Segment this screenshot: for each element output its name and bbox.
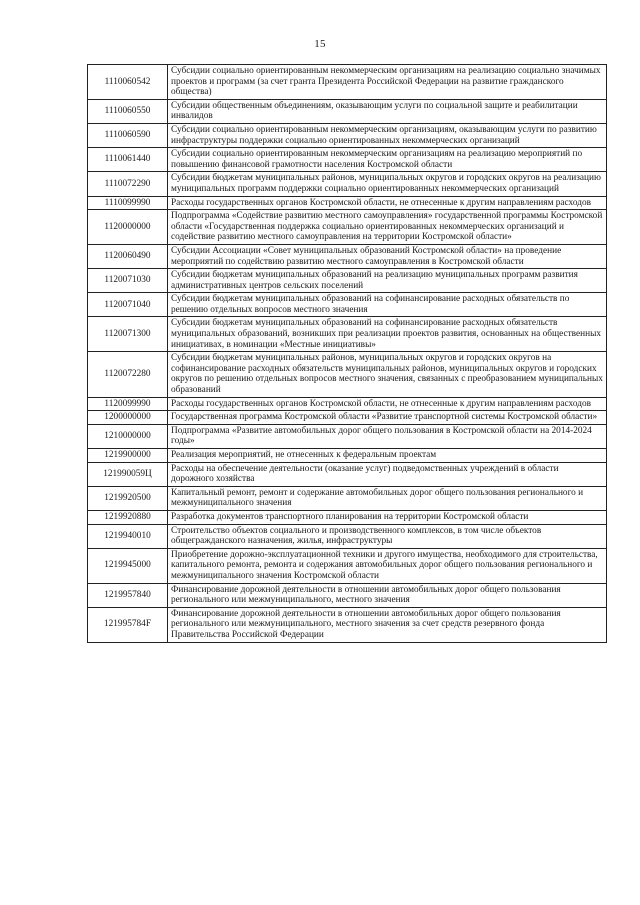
budget-classification-table	[87, 64, 607, 643]
table-row	[88, 607, 607, 642]
expense-code-cell: 1200000000	[88, 411, 168, 425]
expense-code-cell: 1110099990	[88, 196, 168, 210]
expense-code-cell: 1219920880	[88, 510, 168, 524]
expense-name-cell: Субсидии бюджетам муниципальных образований на реализацию муниципальных программ развития административных центров сельских поселений	[168, 269, 607, 293]
expense-name-cell: Субсидии социально ориентированным некоммерческим организациям на реализацию мероприятий по повышению финансовой грамотности населения Костромской области	[168, 148, 607, 172]
expense-name-cell: Расходы государственных органов Костромской области, не отнесенные к другим направлениям расходов	[168, 397, 607, 411]
expense-name-cell: Приобретение дорожно-эксплуатационной техники и другого имущества, необходимого для строительства, капитального ремонта, ремонта и содержания автомобильных дорог общего пользования регионального и межмуниципального значения Костромской области	[168, 548, 607, 583]
expense-code-cell: 1120099990	[88, 397, 168, 411]
expense-name-cell: Разработка документов транспортного планирования на территории Костромской области	[168, 510, 607, 524]
table-body	[88, 65, 607, 643]
expense-code-cell: 1120000000	[88, 210, 168, 245]
table-row	[88, 397, 607, 411]
table-row	[88, 123, 607, 147]
expense-code-cell: 1120071030	[88, 269, 168, 293]
expense-name-cell: Финансирование дорожной деятельности в отношении автомобильных дорог общего пользования регионального или межмуниципального, местного значения	[168, 583, 607, 607]
expense-name-cell: Реализация мероприятий, не отнесенных к федеральным проектам	[168, 449, 607, 463]
table-row	[88, 352, 607, 397]
table-row	[88, 172, 607, 196]
expense-name-cell: Субсидии бюджетам муниципальных образований на софинансирование расходных обязательств муниципальных образований, возникших при реализации проектов развития, основанных на общественных инициативах, в номинации «Местные инициативы»	[168, 317, 607, 352]
expense-code-cell: 1120060490	[88, 244, 168, 268]
expense-name-cell: Субсидии бюджетам муниципальных районов, муниципальных округов и городских округов на реализацию муниципальных программ поддержки социально ориентированных некоммерческих организаций	[168, 172, 607, 196]
expense-name-cell: Финансирование дорожной деятельности в отношении автомобильных дорог общего пользования регионального или межмуниципального, местного значения за счет средств резервного фонда Правительства Российской Федерации	[168, 607, 607, 642]
table-row	[88, 65, 607, 100]
table-row	[88, 196, 607, 210]
table-row	[88, 411, 607, 425]
expense-name-cell: Капитальный ремонт, ремонт и содержание автомобильных дорог общего пользования регионального и межмуниципального значения	[168, 486, 607, 510]
expense-name-cell: Подпрограмма «Содействие развитию местного самоуправления» государственной программы Костромской области «Государственная поддержка социально ориентированных некоммерческих организаций и содействие развитию местного самоуправления на территории Костромской области»	[168, 210, 607, 245]
expense-code-cell: 1210000000	[88, 424, 168, 448]
table-row	[88, 293, 607, 317]
table-row	[88, 210, 607, 245]
table-row	[88, 269, 607, 293]
expense-code-cell: 1219945000	[88, 548, 168, 583]
expense-code-cell: 1120071300	[88, 317, 168, 352]
expense-name-cell: Субсидии общественным объединениям, оказывающим услуги по социальной защите и реабилитации инвалидов	[168, 99, 607, 123]
expense-name-cell: Субсидии бюджетам муниципальных образований на софинансирование расходных обязательств по решению отдельных вопросов местного значения	[168, 293, 607, 317]
page-number: 15	[314, 38, 326, 50]
expense-name-cell: Субсидии Ассоциации «Совет муниципальных образований Костромской области» на проведение мероприятий по содействию развитию местного самоуправления в Костромской области	[168, 244, 607, 268]
expense-code-cell: 1120071040	[88, 293, 168, 317]
expense-name-cell: Строительство объектов социального и производственного комплексов, в том числе объектов общегражданского назначения, жилья, инфраструктуры	[168, 524, 607, 548]
table-row	[88, 424, 607, 448]
expense-code-cell: 1219957840	[88, 583, 168, 607]
expense-code-cell: 121990059Ц	[88, 462, 168, 486]
expense-code-cell: 1110060542	[88, 65, 168, 100]
expense-name-cell: Субсидии бюджетам муниципальных районов, муниципальных округов и городских округов на софинансирование расходных обязательств муниципальных районов, муниципальных округов и городских округов по решению отдельных вопросов местного значения, связанных с преобразованием муниципальных образований	[168, 352, 607, 397]
expense-code-cell: 1219940010	[88, 524, 168, 548]
expense-code-cell: 1219920500	[88, 486, 168, 510]
expense-code-cell: 1110061440	[88, 148, 168, 172]
table-row	[88, 317, 607, 352]
table-row	[88, 524, 607, 548]
expense-code-cell: 1219900000	[88, 449, 168, 463]
table-row	[88, 99, 607, 123]
expense-code-cell: 1110060550	[88, 99, 168, 123]
expense-code-cell: 1110060590	[88, 123, 168, 147]
table-row	[88, 449, 607, 463]
table-row	[88, 548, 607, 583]
table-row	[88, 462, 607, 486]
expense-code-cell: 1120072280	[88, 352, 168, 397]
expense-name-cell: Расходы на обеспечение деятельности (оказание услуг) подведомственных учреждений в области дорожного хозяйства	[168, 462, 607, 486]
table-row	[88, 583, 607, 607]
table-row	[88, 148, 607, 172]
expense-name-cell: Расходы государственных органов Костромской области, не отнесенные к другим направлениям расходов	[168, 196, 607, 210]
expense-name-cell: Подпрограмма «Развитие автомобильных дорог общего пользования в Костромской области на 2014-2024 годы»	[168, 424, 607, 448]
expense-name-cell: Субсидии социально ориентированным некоммерческим организациям на реализацию социально значимых проектов и программ (за счет гранта Президента Российской Федерации на развитие гражданского общества)	[168, 65, 607, 100]
table-row	[88, 510, 607, 524]
expense-code-cell: 121995784F	[88, 607, 168, 642]
table-row	[88, 244, 607, 268]
expense-name-cell: Государственная программа Костромской области «Развитие транспортной системы Костромской области»	[168, 411, 607, 425]
expense-code-cell: 1110072290	[88, 172, 168, 196]
table-row	[88, 486, 607, 510]
expense-name-cell: Субсидии социально ориентированным некоммерческим организациям, оказывающим услуги по развитию инфраструктуры поддержки социально ориентированных некоммерческих организаций	[168, 123, 607, 147]
